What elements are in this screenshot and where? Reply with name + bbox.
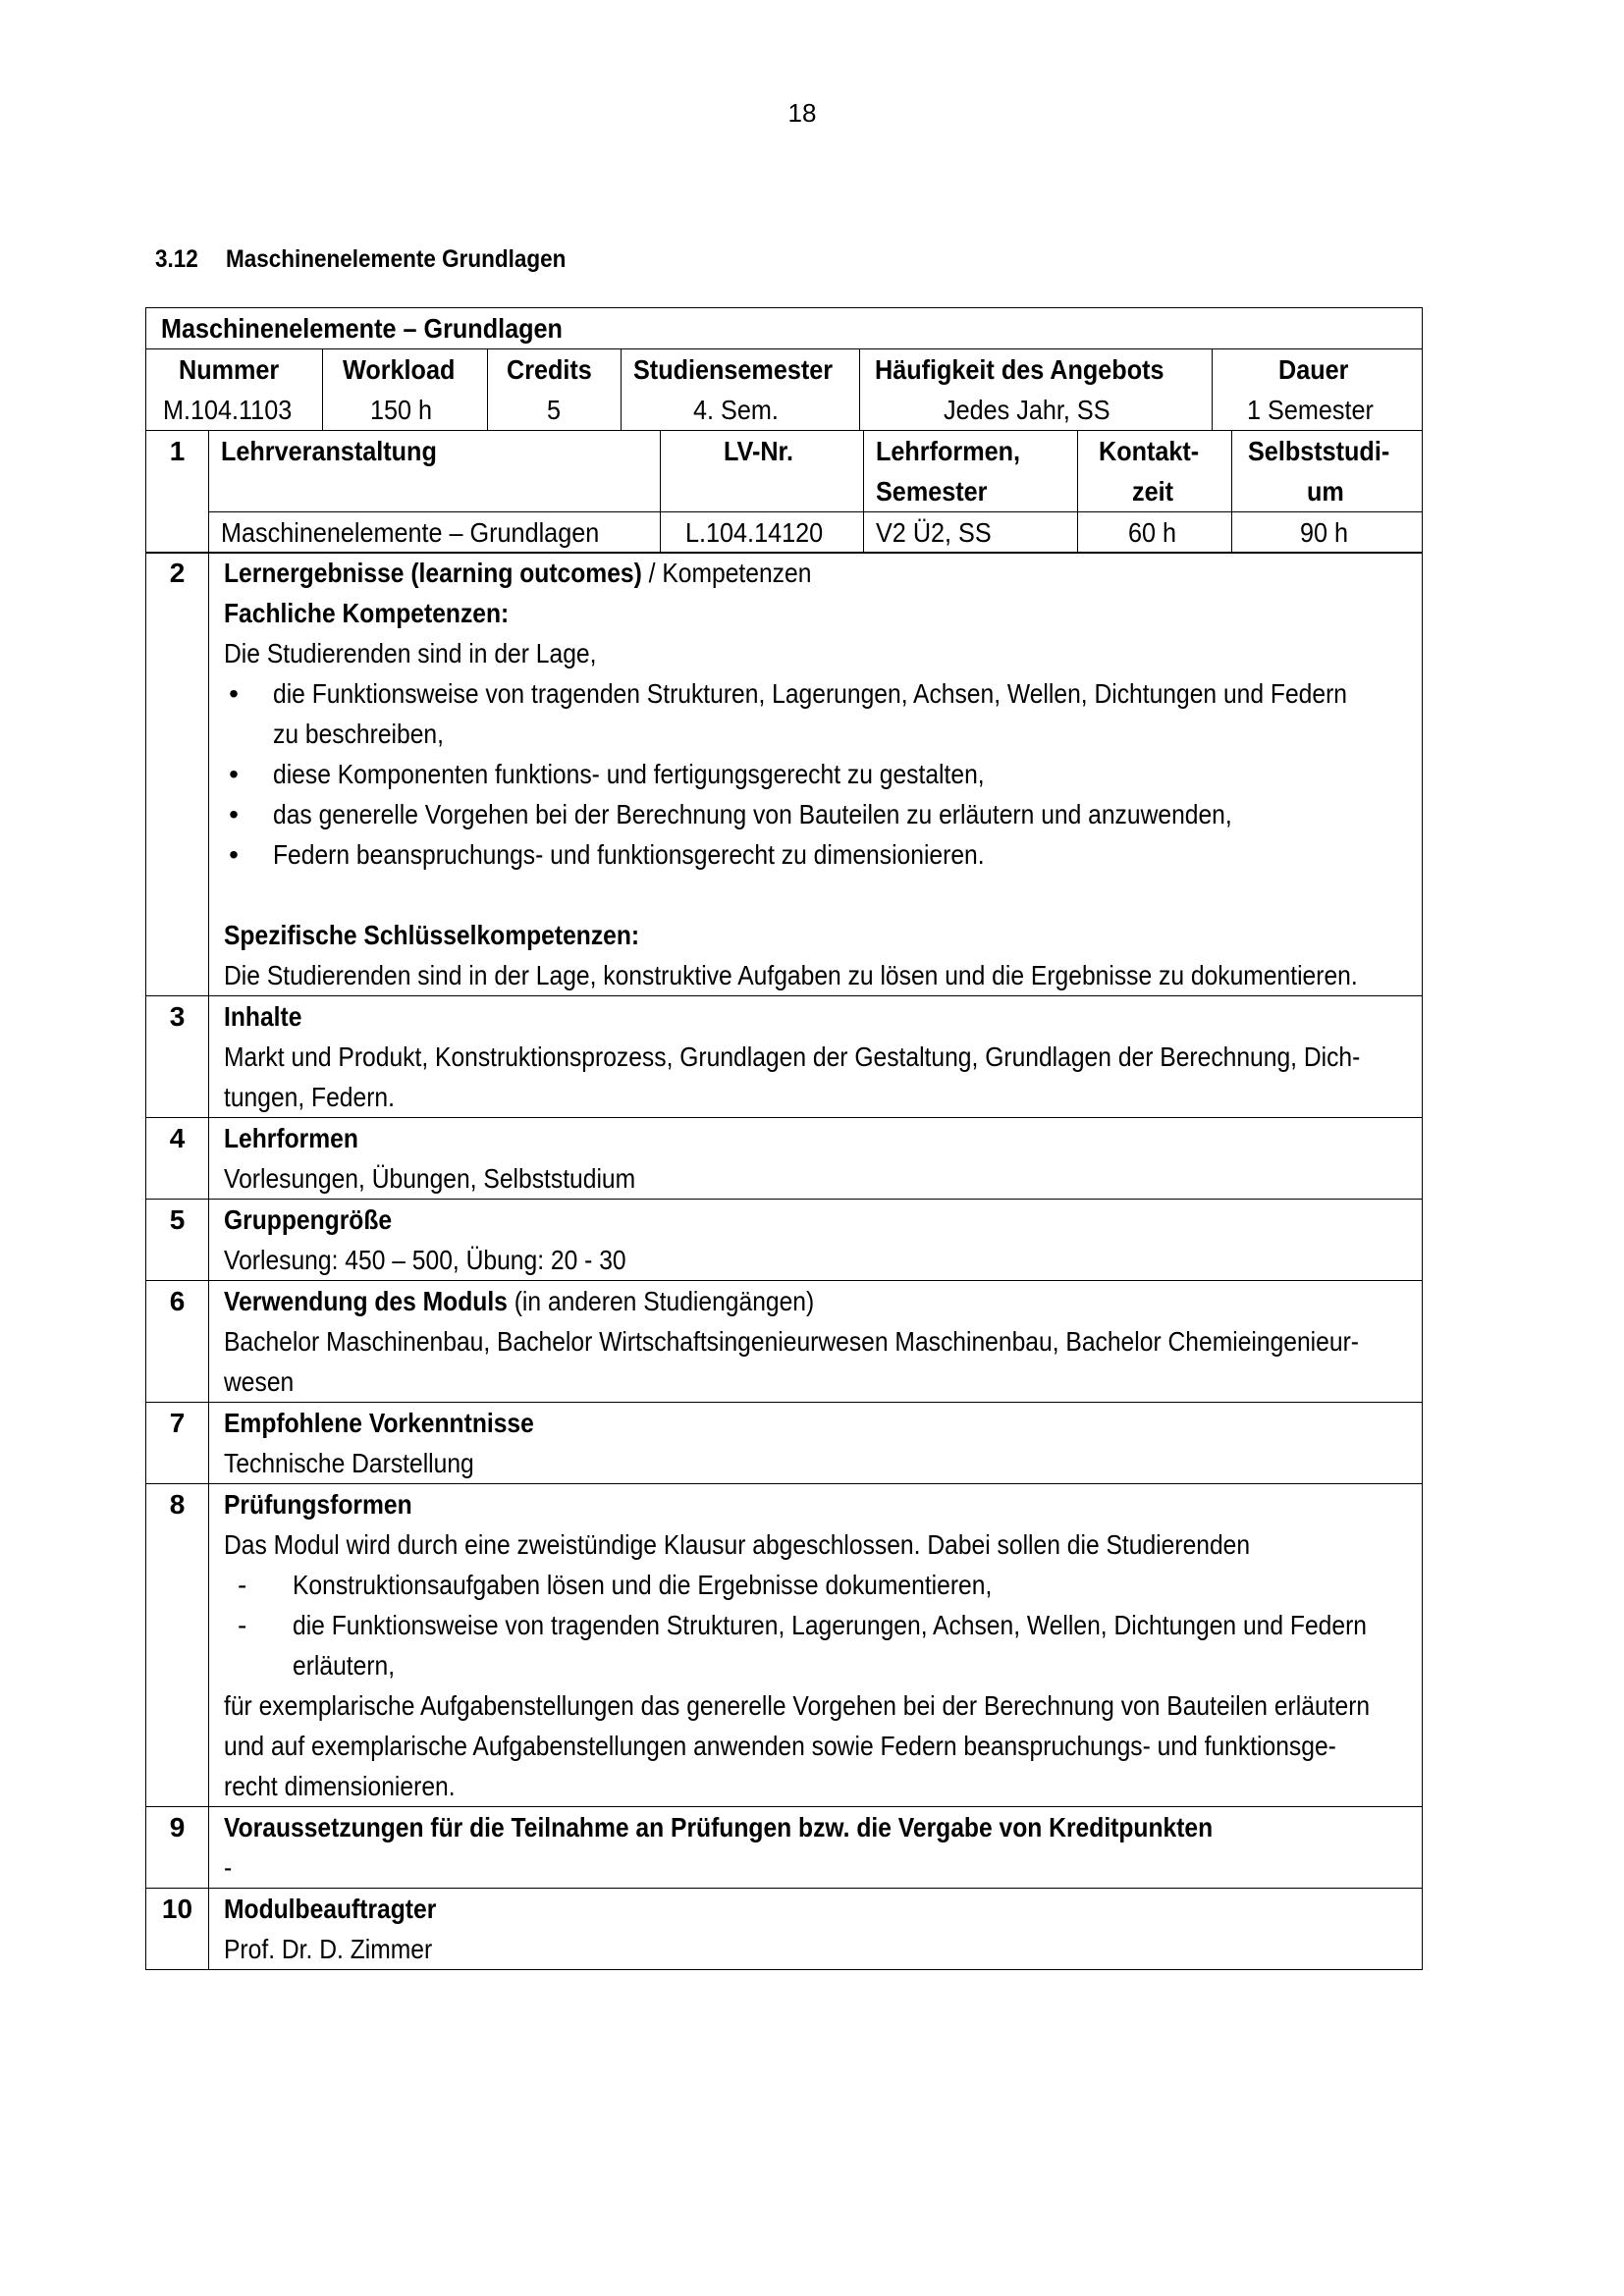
value-kontaktzeit: 60 h	[1127, 516, 1176, 548]
vorkenntnisse-title: Empfohlene Vorkenntnisse	[224, 1408, 534, 1438]
bullet-item: • das generelle Vorgehen bei der Berechnung von Bauteilen zu erläutern und anzuwenden,	[224, 794, 1422, 834]
module-description	[145, 307, 1422, 1970]
row-verwendung	[146, 1281, 1423, 1403]
pruefungsformen-outro: und auf exemplarische Aufgabenstellungen anwenden sowie Federn beanspruchungs- und funktionsge-	[224, 1731, 1336, 1761]
bullet-marker: •	[229, 839, 239, 870]
pruefungsformen-outro: für exemplarische Aufgabenstellungen das generelle Vorgehen bei der Berechnung von Bauteilen erläutern	[224, 1690, 1371, 1721]
dash-item: - Konstruktionsaufgaben lösen und die Ergebnisse dokumentieren,	[224, 1565, 1422, 1605]
row-pruefungsformen	[146, 1484, 1423, 1807]
row-lernergebnisse	[146, 553, 1423, 996]
value-lehrformen: V2 Ü2, SS	[876, 516, 992, 548]
page-number: 18	[787, 98, 817, 128]
value-haeufigkeit: Jedes Jahr, SS	[943, 395, 1110, 425]
value-credits: 5	[546, 395, 561, 425]
header-selbststudium-2: um	[1306, 475, 1344, 507]
fach-kompetenzen-title: Fachliche Kompetenzen:	[224, 598, 510, 628]
pruefungsformen-intro: Das Modul wird durch eine zweistündige Klausur abgeschlossen. Dabei sollen die Studierenden	[224, 1529, 1251, 1560]
module-overview-table	[145, 307, 1423, 431]
row-modulbeauftragter	[146, 1889, 1423, 1970]
dash-marker: -	[238, 1570, 247, 1600]
value-lv-nr: L.104.14120	[685, 516, 824, 548]
voraussetzungen-title: Voraussetzungen für die Teilnahme an Prüfungen bzw. die Vergabe von Kreditpunkten	[224, 1812, 1214, 1842]
row-lehrformen	[146, 1118, 1423, 1200]
row-number-8: 8	[169, 1489, 186, 1520]
header-credits: Credits	[507, 354, 593, 385]
row-vorkenntnisse	[146, 1403, 1423, 1484]
value-selbststudium: 90 h	[1300, 516, 1349, 548]
inhalte-text: tungen, Federn.	[224, 1082, 395, 1112]
header-kontaktzeit-1: Kontakt-	[1099, 435, 1200, 466]
header-haeufigkeit: Häufigkeit des Angebots	[875, 354, 1164, 385]
section-number: 3.12	[155, 245, 198, 273]
lehrformen-text: Vorlesungen, Übungen, Selbststudium	[224, 1163, 636, 1194]
verwendung-text: Bachelor Maschinenbau, Bachelor Wirtschaftsingenieurwesen Maschinenbau, Bachelor Chemieingenieur-	[224, 1326, 1359, 1357]
bullet-marker: •	[229, 799, 239, 829]
verwendung-title-rest: (in anderen Studiengängen)	[507, 1286, 815, 1316]
pruefungsformen-outro: recht dimensionieren.	[224, 1771, 456, 1801]
header-studiensemester: Studiensemester	[633, 354, 834, 385]
pruefungsformen-title: Prüfungsformen	[224, 1489, 412, 1520]
row-number-6: 6	[169, 1286, 186, 1316]
bullet-marker: •	[229, 678, 239, 709]
value-workload: 150 h	[370, 395, 433, 425]
header-kontaktzeit-2: zeit	[1131, 475, 1173, 507]
row-number-5: 5	[169, 1204, 186, 1235]
bullet-item: • Federn beanspruchungs- und funktionsgerecht zu dimensionieren.	[224, 834, 1422, 875]
modulbeauftragter-title: Modulbeauftragter	[224, 1894, 437, 1924]
row-gruppengroesse	[146, 1200, 1423, 1281]
value-studiensemester: 4. Sem.	[692, 395, 779, 425]
row-number-7: 7	[169, 1408, 186, 1438]
row-number-1: 1	[169, 435, 186, 466]
header-dauer: Dauer	[1277, 354, 1349, 385]
gruppengroesse-title: Gruppengröße	[224, 1204, 393, 1235]
header-lehrformen-2: Semester	[876, 475, 988, 507]
verwendung-text: wesen	[224, 1366, 295, 1397]
vorkenntnisse-text: Technische Darstellung	[224, 1448, 474, 1478]
value-nummer: M.104.1103	[162, 395, 292, 425]
row-number-9: 9	[169, 1812, 186, 1842]
outcomes-title-rest: / Kompetenzen	[641, 558, 812, 588]
value-lehrveranstaltung: Maschinenelemente – Grundlagen	[221, 516, 600, 548]
bullet-item: • die Funktionsweise von tragenden Strukturen, Lagerungen, Achsen, Wellen, Dichtungen und Federn zu beschreiben,	[224, 673, 1422, 754]
section-heading	[155, 245, 566, 274]
bullet-item: • diese Komponenten funktions- und fertigungsgerecht zu gestalten,	[224, 754, 1422, 794]
section-title: Maschinenelemente Grundlagen	[226, 245, 567, 273]
inhalte-title: Inhalte	[224, 1001, 302, 1032]
row-voraussetzungen	[146, 1807, 1423, 1889]
row-inhalte	[146, 996, 1423, 1118]
header-lehrveranstaltung: Lehrveranstaltung	[221, 435, 437, 466]
header-selbststudium-1: Selbststudi-	[1248, 435, 1390, 466]
gruppengroesse-text: Vorlesung: 450 – 500, Übung: 20 - 30	[224, 1245, 626, 1275]
header-lv-nr: LV-Nr.	[723, 435, 793, 466]
header-lehrformen-1: Lehrformen,	[876, 435, 1021, 466]
schluessel-kompetenzen-text: Die Studierenden sind in der Lage, konstruktive Aufgaben zu lösen und die Ergebnisse zu dokumentieren.	[224, 960, 1358, 990]
schluessel-kompetenzen-title: Spezifische Schlüsselkompetenzen:	[224, 920, 640, 950]
voraussetzungen-text: -	[224, 1852, 233, 1883]
bullet-marker: •	[229, 759, 239, 789]
module-title: Maschinenelemente – Grundlagen	[161, 313, 563, 344]
row-number-3: 3	[169, 1001, 186, 1032]
outcomes-title-bold: Lernergebnisse (learning outcomes)	[224, 558, 642, 588]
modulbeauftragter-text: Prof. Dr. D. Zimmer	[224, 1934, 433, 1964]
verwendung-title-bold: Verwendung des Moduls	[224, 1286, 508, 1316]
row-number-2: 2	[169, 558, 186, 588]
value-dauer: 1 Semester	[1246, 395, 1374, 425]
row-number-10: 10	[161, 1894, 193, 1924]
lehrformen-title: Lehrformen	[224, 1123, 358, 1153]
dash-marker: -	[238, 1610, 247, 1640]
lehrveranstaltung-table	[145, 430, 1423, 554]
module-details-table	[145, 552, 1423, 1970]
header-nummer: Nummer	[178, 354, 279, 385]
dash-item: - die Funktionsweise von tragenden Strukturen, Lagerungen, Achsen, Wellen, Dichtungen und Federn erläutern,	[224, 1605, 1422, 1685]
header-workload: Workload	[342, 354, 456, 385]
row-number-4: 4	[169, 1123, 186, 1153]
inhalte-text: Markt und Produkt, Konstruktionsprozess, Grundlagen der Gestaltung, Grundlagen der Berechnung, Dich-	[224, 1041, 1361, 1072]
outcomes-intro: Die Studierenden sind in der Lage,	[224, 638, 597, 668]
